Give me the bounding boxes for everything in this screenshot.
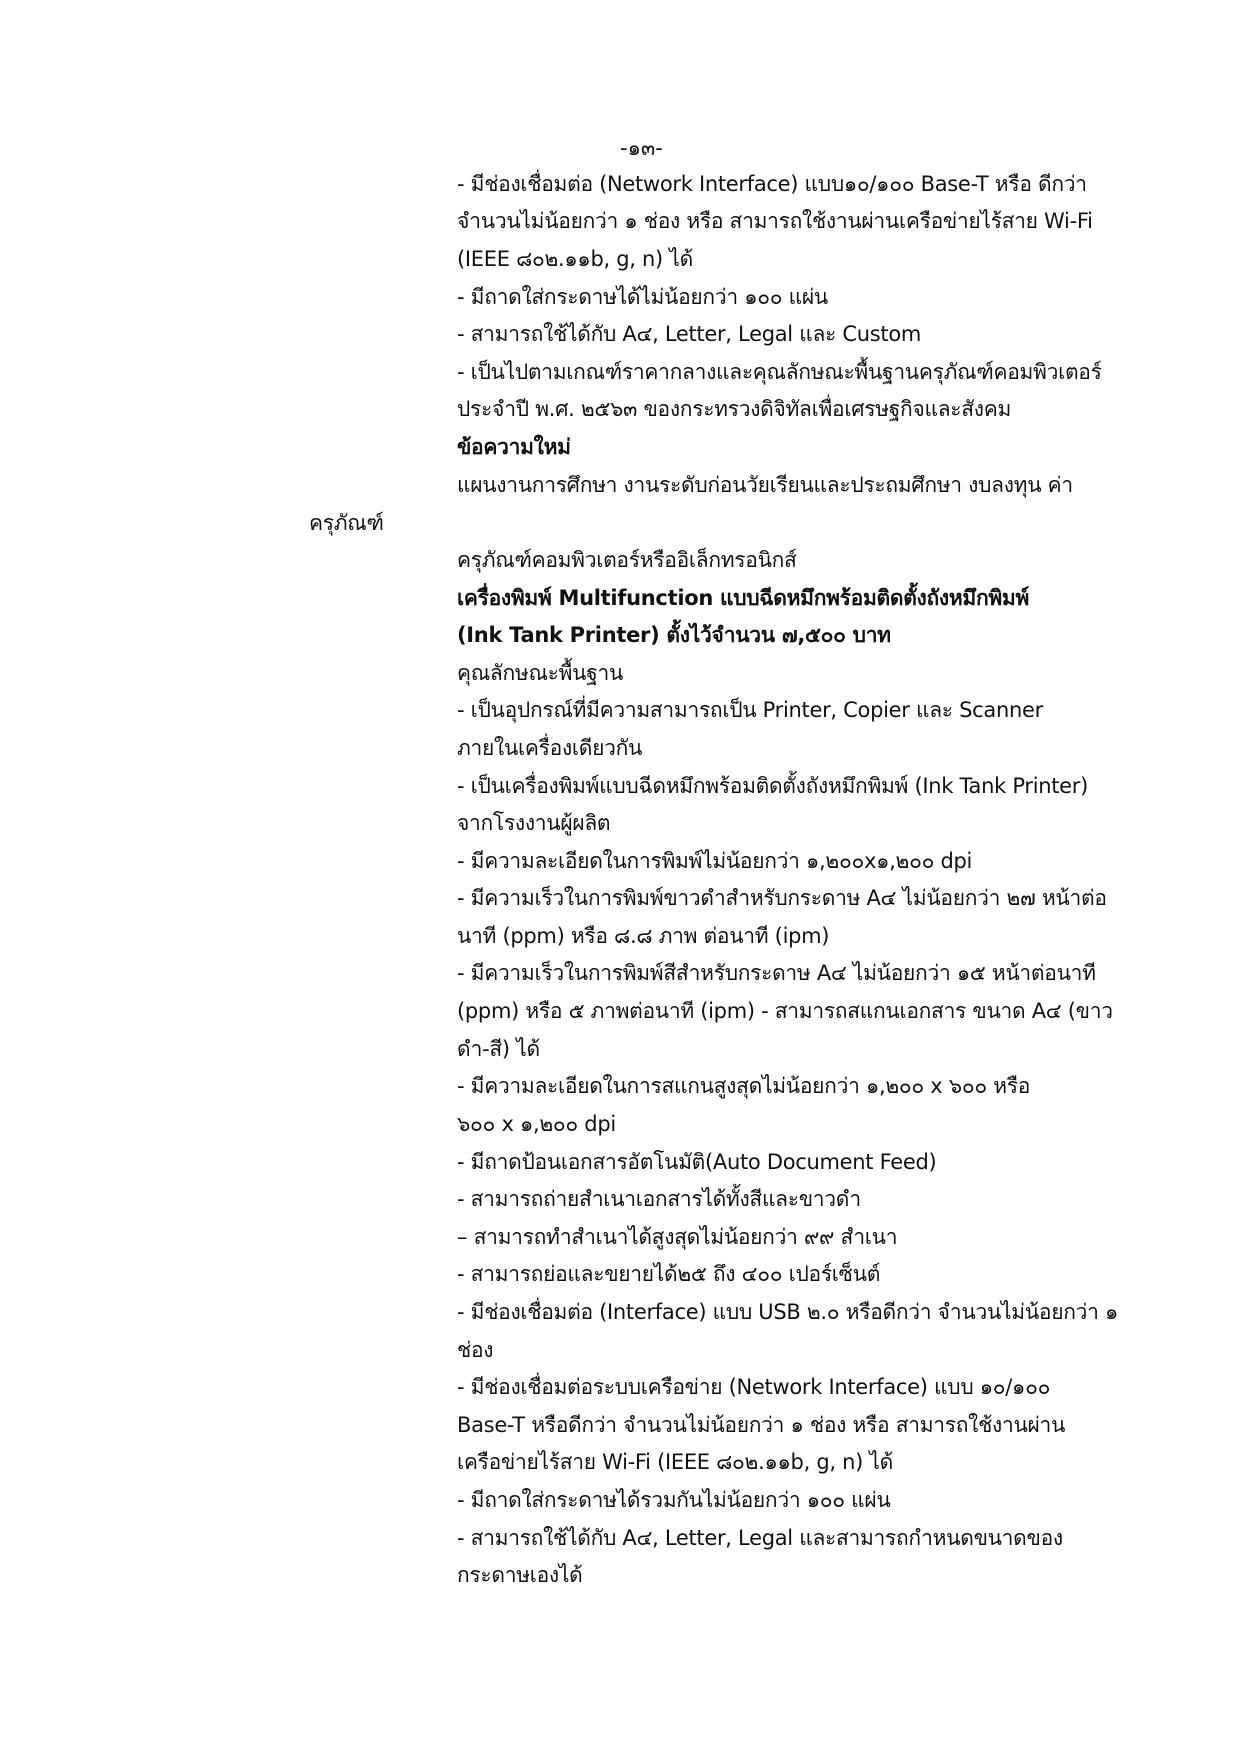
text-line: (ppm) หรือ ๕ ภาพต่อนาที (ipm) - สามารถสแกนเอกสาร ขนาด A๔ (ขาว bbox=[457, 999, 1113, 1023]
text-line: - มีความเร็วในการพิมพ์ขาวดำสำหรับกระดาษ A๔ ไม่น้อยกว่า ๒๗ หน้าต่อ bbox=[457, 886, 1107, 910]
text-line: - มีความละเอียดในการพิมพ์ไม่น้อยกว่า ๑,๒๐๐x๑,๒๐๐ dpi bbox=[457, 849, 973, 873]
new-text-heading: ข้อความใหม่ bbox=[457, 435, 571, 459]
text-line: - เป็นไปตามเกณฑ์ราคากลางและคุณลักษณะพื้นฐานครุภัณฑ์คอมพิวเตอร์ bbox=[457, 360, 1102, 384]
page-number: -๑๓- bbox=[620, 136, 663, 160]
text-line: จำนวนไม่น้อยกว่า ๑ ช่อง หรือ สามารถใช้งานผ่านเครือข่ายไร้สาย Wi-Fi bbox=[457, 209, 1093, 233]
text-line: - มีความละเอียดในการสแกนสูงสุดไม่น้อยกว่า ๑,๒๐๐ x ๖๐๐ หรือ bbox=[457, 1074, 1031, 1098]
text-line: - สามารถย่อและขยายได้๒๕ ถึง ๔๐๐ เปอร์เซ็นต์ bbox=[457, 1262, 881, 1286]
text-line: เครือข่ายไร้สาย Wi-Fi (IEEE ๘๐๒.๑๑b, g, n) ได้ bbox=[457, 1450, 893, 1474]
text-line: ภายในเครื่องเดียวกัน bbox=[457, 736, 643, 760]
text-line: - มีช่องเชื่อมต่อ (Network Interface) แบบ๑๐/๑๐๐ Base-T หรือ ดีกว่า bbox=[457, 172, 1087, 196]
text-line: ครุภัณฑ์คอมพิวเตอร์หรืออิเล็กทรอนิกส์ bbox=[457, 548, 797, 572]
text-line: - สามารถใช้ได้กับ A๔, Letter, Legal และสามารถกำหนดขนาดของ bbox=[457, 1526, 1063, 1550]
text-line: - มีช่องเชื่อมต่อ (Interface) แบบ USB ๒.๐ หรือดีกว่า จำนวนไม่น้อยกว่า ๑ bbox=[457, 1300, 1118, 1324]
text-line: ช่อง bbox=[457, 1338, 494, 1362]
text-line: (IEEE ๘๐๒.๑๑b, g, n) ได้ bbox=[457, 247, 693, 271]
text-line: - มีช่องเชื่อมต่อระบบเครือข่าย (Network Interface) แบบ ๑๐/๑๐๐ bbox=[457, 1375, 1051, 1399]
text-line: นาที (ppm) หรือ ๘.๘ ภาพ ต่อนาที (ipm) bbox=[457, 924, 830, 948]
item-title: เครื่องพิมพ์ Multifunction แบบฉีดหมึกพร้อมติดตั้งถังหมึกพิมพ์ bbox=[457, 586, 1029, 610]
item-budget: (Ink Tank Printer) ตั้งไว้จำนวน ๗,๕๐๐ บาท bbox=[457, 623, 891, 647]
text-line: - มีถาดป้อนเอกสารอัตโนมัติ(Auto Document Feed) bbox=[457, 1150, 937, 1174]
text-line: ๖๐๐ x ๑,๒๐๐ dpi bbox=[457, 1112, 616, 1136]
text-line: - เป็นเครื่องพิมพ์แบบฉีดหมึกพร้อมติดตั้งถังหมึกพิมพ์ (Ink Tank Printer) bbox=[457, 774, 1089, 798]
text-line: กระดาษเองได้ bbox=[457, 1563, 583, 1587]
text-line: – สามารถทำสำเนาได้สูงสุดไม่น้อยกว่า ๙๙ สำเนา bbox=[457, 1225, 898, 1249]
text-line: Base-T หรือดีกว่า จำนวนไม่น้อยกว่า ๑ ช่อง หรือ สามารถใช้งานผ่าน bbox=[457, 1413, 1066, 1437]
text-line: - สามารถถ่ายสำเนาเอกสารได้ทั้งสีและขาวดำ bbox=[457, 1187, 861, 1211]
text-line: - มีถาดใส่กระดาษได้รวมกันไม่น้อยกว่า ๑๐๐ แผ่น bbox=[457, 1488, 891, 1512]
text-line: ประจำปี พ.ศ. ๒๕๖๓ ของกระทรวงดิจิทัลเพื่อเศรษฐกิจและสังคม bbox=[457, 397, 1012, 421]
text-line: แผนงานการศึกษา งานระดับก่อนวัยเรียนและประถมศึกษา งบลงทุน ค่า bbox=[457, 473, 1073, 497]
text-line: - มีความเร็วในการพิมพ์สีสำหรับกระดาษ A๔ ไม่น้อยกว่า ๑๕ หน้าต่อนาที bbox=[457, 961, 1096, 985]
text-line: ครุภัณฑ์ bbox=[309, 511, 384, 535]
text-line: - เป็นอุปกรณ์ที่มีความสามารถเป็น Printer, Copier และ Scanner bbox=[457, 698, 1043, 722]
text-line: คุณลักษณะพื้นฐาน bbox=[457, 661, 624, 685]
text-line: - มีถาดใส่กระดาษได้ไม่น้อยกว่า ๑๐๐ แผ่น bbox=[457, 285, 828, 309]
text-line: - สามารถใช้ได้กับ A๔, Letter, Legal และ Custom bbox=[457, 322, 922, 346]
text-line: จากโรงงานผู้ผลิต bbox=[457, 811, 611, 835]
text-line: ดำ-สี) ได้ bbox=[457, 1037, 540, 1061]
